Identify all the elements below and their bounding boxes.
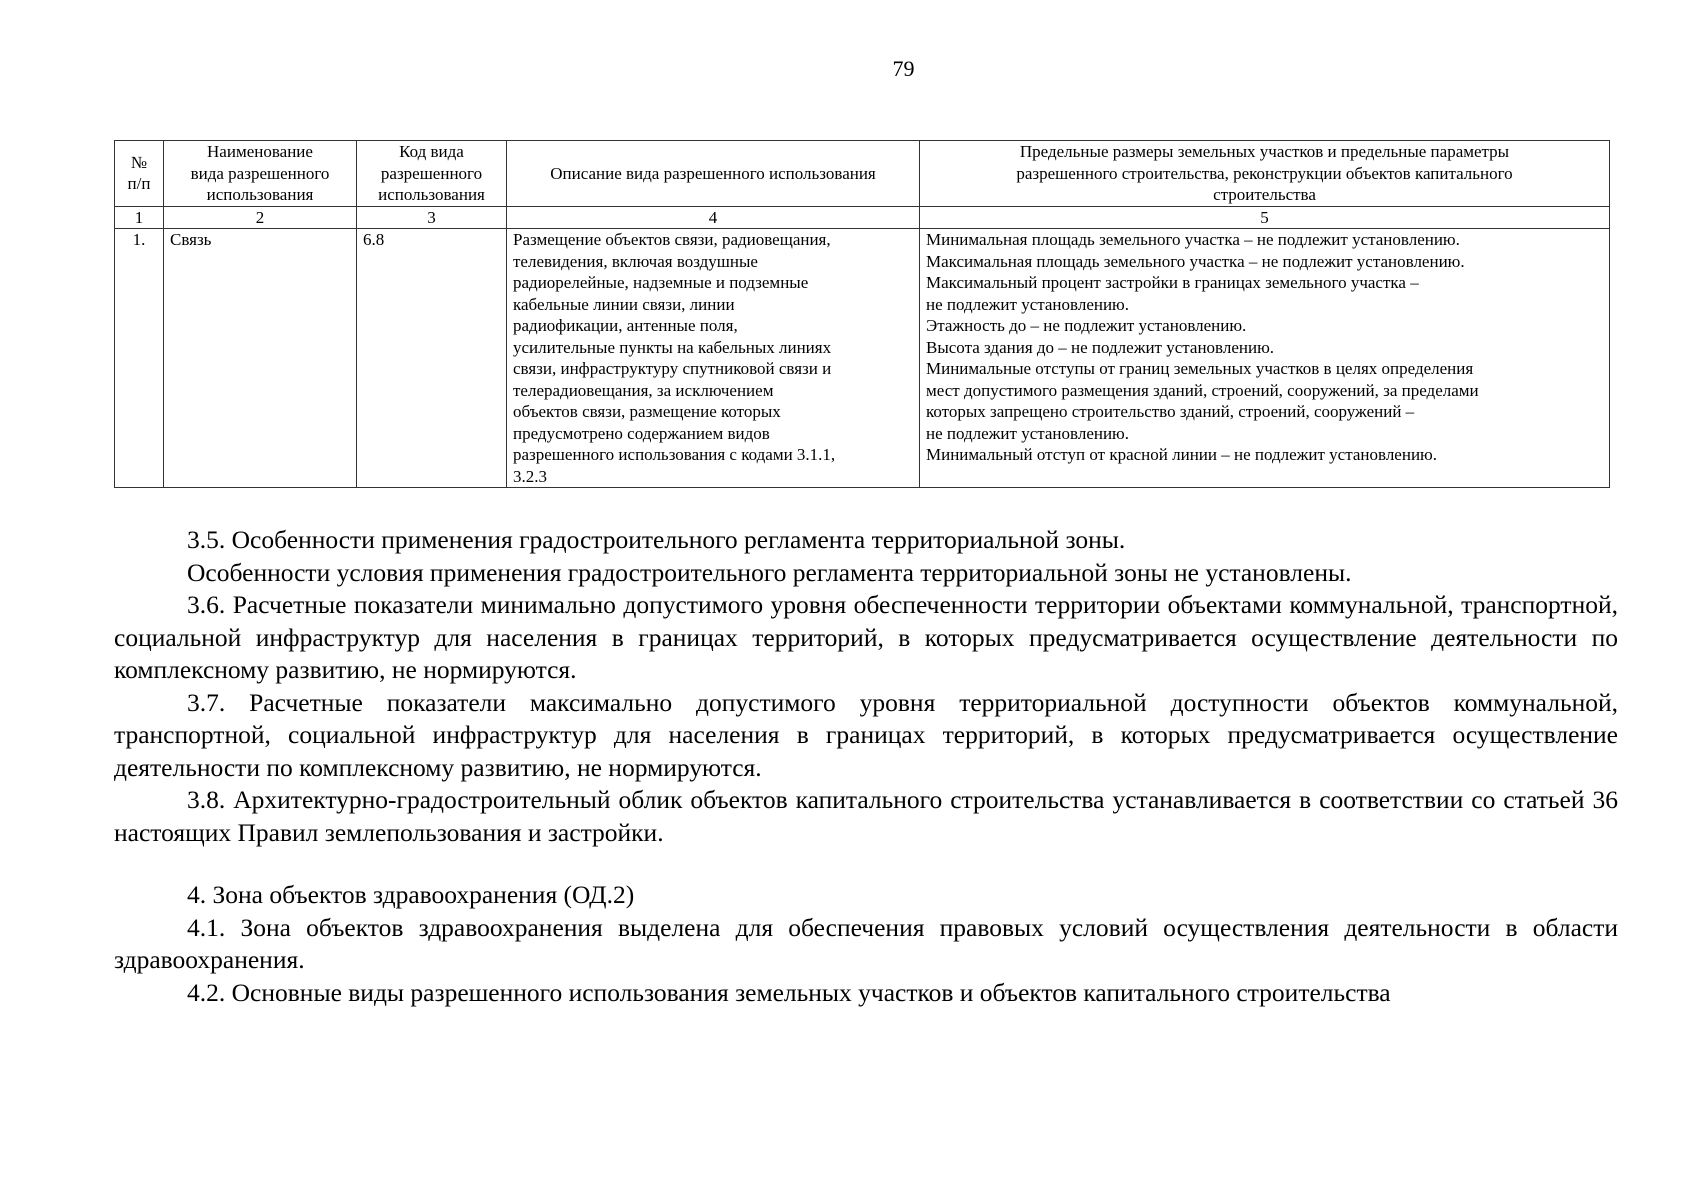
paragraph-3-7: 3.7. Расчетные показатели максимально допустимого уровня территориальной доступности объектов коммунальной, транспортной, социальной инфраструктур для населения в границах территорий, в которых предусматривается осуществление деятельности по комплексному развитию, не нормируются.: [114, 687, 1618, 782]
body-text: [114, 524, 1618, 1009]
header-description: Описание вида разрешенного использования: [507, 141, 920, 207]
use-parameters: Минимальная площадь земельного участка – не подлежит установлению. Максимальная площадь земельного участка – не подлежит установлению. Максимальный процент застройки в границах земельного участка – не подлежит установлению. Этажность до – не подлежит установлению. Высота здания до – не подлежит установлению. Минимальные отступы от границ земельных участков в целях определения мест допустимого размещения зданий, строений, сооружений, за пределами которых запрещено строительство зданий, строений, сооружений – не подлежит установлению. Минимальный отступ от красной линии – не подлежит установлению.: [920, 229, 1610, 488]
header-number: № п/п: [115, 141, 164, 207]
section-4-heading: 4. Зона объектов здравоохранения (ОД.2): [187, 880, 635, 909]
paragraph-4-1: 4.1. Зона объектов здравоохранения выделена для обеспечения правовых условий осуществления деятельности в области здравоохранения.: [114, 912, 1618, 974]
use-name: Связь: [164, 229, 357, 488]
header-use-name: Наименование вида разрешенного использования: [164, 141, 357, 207]
use-code: 6.8: [357, 229, 507, 488]
column-number-row: [115, 206, 1610, 229]
page-number: 79: [892, 56, 915, 81]
column-number: 5: [920, 206, 1610, 229]
table-row: [115, 229, 1610, 488]
paragraph-3-8: 3.8. Архитектурно-градостроительный облик объектов капитального строительства устанавливается в соответствии со статьей 36 настоящих Правил землепользования и застройки.: [114, 785, 1618, 847]
column-number: 3: [357, 206, 507, 229]
table-header-row: [115, 141, 1610, 207]
paragraph-3-5-detail: Особенности условия применения градостроительного регламента территориальной зоны не установлены.: [187, 557, 1352, 587]
paragraph-3-5: 3.5. Особенности применения градостроительного регламента территориальной зоны.: [187, 525, 1126, 554]
paragraph-4-2: 4.2. Основные виды разрешенного использования земельных участков и объектов капитального строительства: [187, 977, 1391, 1007]
column-number: 4: [507, 206, 920, 229]
regulation-table: [114, 140, 1610, 488]
paragraph-3-6: 3.6. Расчетные показатели минимально допустимого уровня обеспеченности территории объектами коммунальной, транспортной, социальной инфраструктур для населения в границах территорий, в которых предусматривается осуществление деятельности по комплексному развитию, не нормируются.: [114, 590, 1618, 684]
spacer: [114, 849, 1618, 879]
row-number: 1.: [115, 229, 164, 488]
header-use-code: Код вида разрешенного использования: [357, 141, 507, 207]
header-parameters: Предельные размеры земельных участков и предельные параметры разрешенного строительства, реконструкции объектов капитального строительства: [920, 141, 1610, 207]
column-number: 1: [115, 206, 164, 229]
column-number: 2: [164, 206, 357, 229]
use-description: Размещение объектов связи, радиовещания, телевидения, включая воздушные радиорелейные, надземные и подземные кабельные линии связи, линии радиофикации, антенные поля, усилительные пункты на кабельных линиях связи, инфраструктуру спутниковой связи и телерадиовещания, за исключением объектов связи, размещение которых предусмотрено содержанием видов разрешенного использования с кодами 3.1.1, 3.2.3: [507, 229, 920, 488]
